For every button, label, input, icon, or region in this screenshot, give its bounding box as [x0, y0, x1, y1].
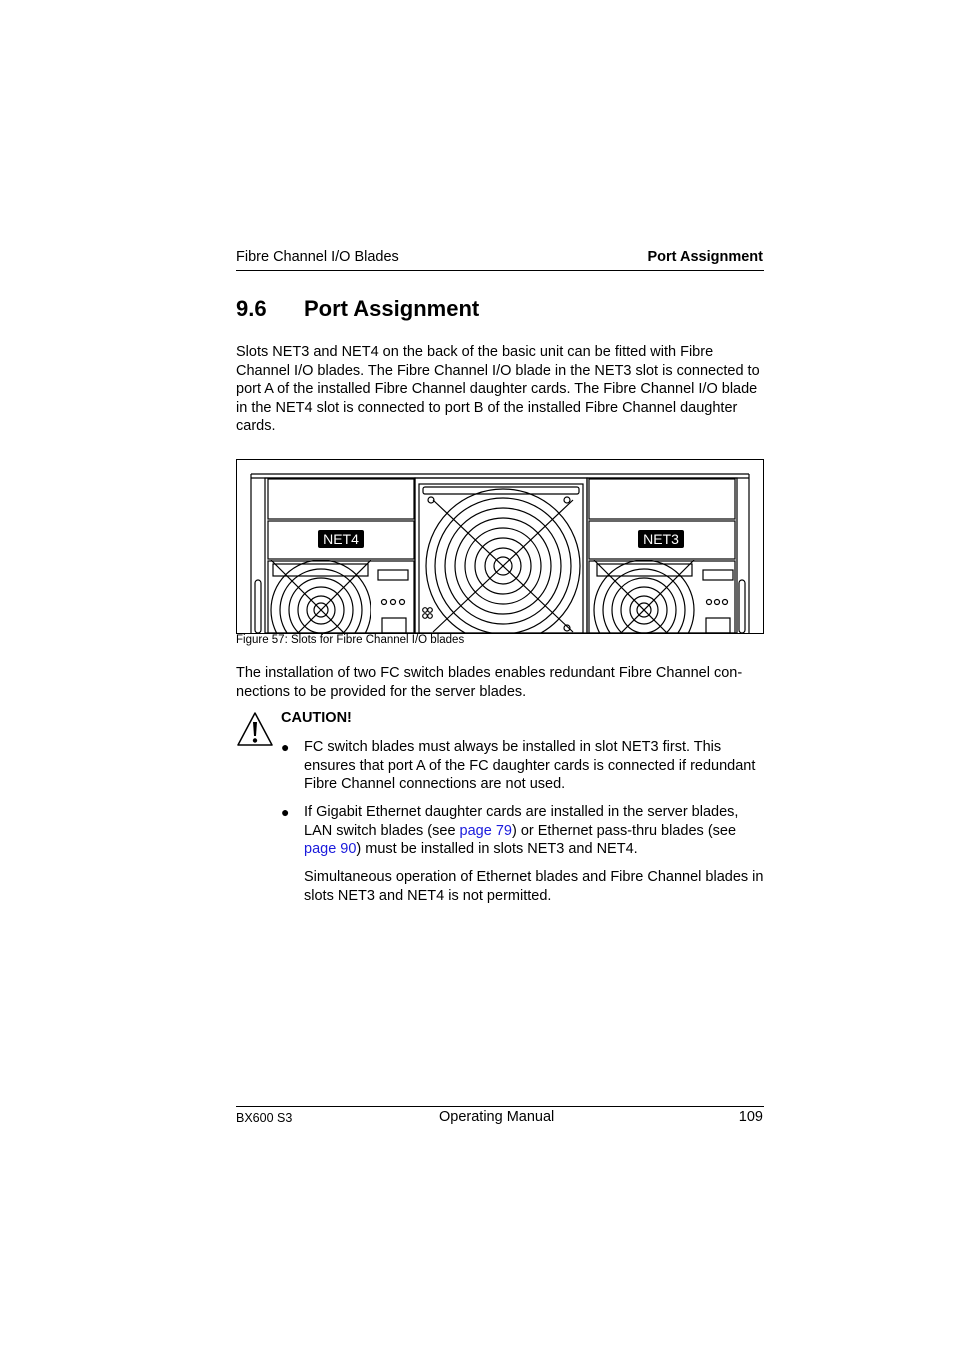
section-title: Port Assignment: [304, 296, 480, 321]
caution-icon: [236, 711, 274, 747]
slot-net3-blade: [587, 478, 737, 633]
footer-rule: [236, 1106, 764, 1107]
page-79-link[interactable]: page 79: [459, 822, 512, 839]
running-header-section: Port Assignment: [647, 249, 763, 265]
section-number: 9.6: [236, 296, 267, 321]
net3-label: NET3: [643, 531, 679, 547]
bullet-2-text-2: ) or Ethernet pass-thru blades (see: [511, 822, 737, 839]
bullet-marker: ●: [281, 739, 290, 755]
center-fan-module: [415, 478, 587, 633]
slot-net4-blade: [265, 478, 415, 633]
bullet-marker: ●: [281, 804, 290, 820]
caution-bullet-1: FC switch blades must always be installed in slot NET3 first. This ensures that port A of the FC daughter cards is connected if redundant Fibre Channel connections are not used.: [304, 739, 756, 793]
page-90-link[interactable]: page 90: [304, 841, 357, 858]
running-header-chapter: Fibre Channel I/O Blades: [236, 249, 399, 265]
chassis-illustration: [237, 460, 763, 633]
page-number: 109: [738, 1109, 763, 1125]
intro-paragraph: Slots NET3 and NET4 on the back of the basic unit can be fitted with Fibre Channel I/O blades. The Fibre Channel I/O blade in the NET3 slot is connected to port A of the installed Fibre Channel daughter cards. The Fibre Channel I/O blade in the NET4 slot is connected to port B of the installed Fibre Channel daughter cards.: [236, 344, 760, 435]
caution-title: CAUTION!: [281, 710, 352, 726]
caution-note: Simultaneous operation of Ethernet blades and Fibre Channel blades in slots NET3 and NET4 is not permitted.: [304, 869, 764, 904]
section-heading: [236, 296, 479, 322]
bullet-2-text-3: ) must be installed in slots NET3 and NET4.: [356, 841, 638, 858]
figure-slots: [236, 459, 764, 634]
bullet-2-text-1: If Gigabit Ethernet daughter cards are installed in the server blades, LAN switch blades (see: [304, 804, 739, 839]
header-rule: [236, 270, 764, 271]
figure-caption: Figure 57: Slots for Fibre Channel I/O blades: [236, 634, 465, 646]
caution-bullet-2: [304, 803, 764, 859]
footer-manual-title: Operating Manual: [439, 1109, 555, 1125]
redundancy-paragraph: The installation of two FC switch blades enables redundant Fibre Channel con- nections to be provided for the server blades.: [236, 665, 743, 700]
footer-product: BX600 S3: [236, 1111, 293, 1125]
net4-label: NET4: [323, 531, 359, 547]
